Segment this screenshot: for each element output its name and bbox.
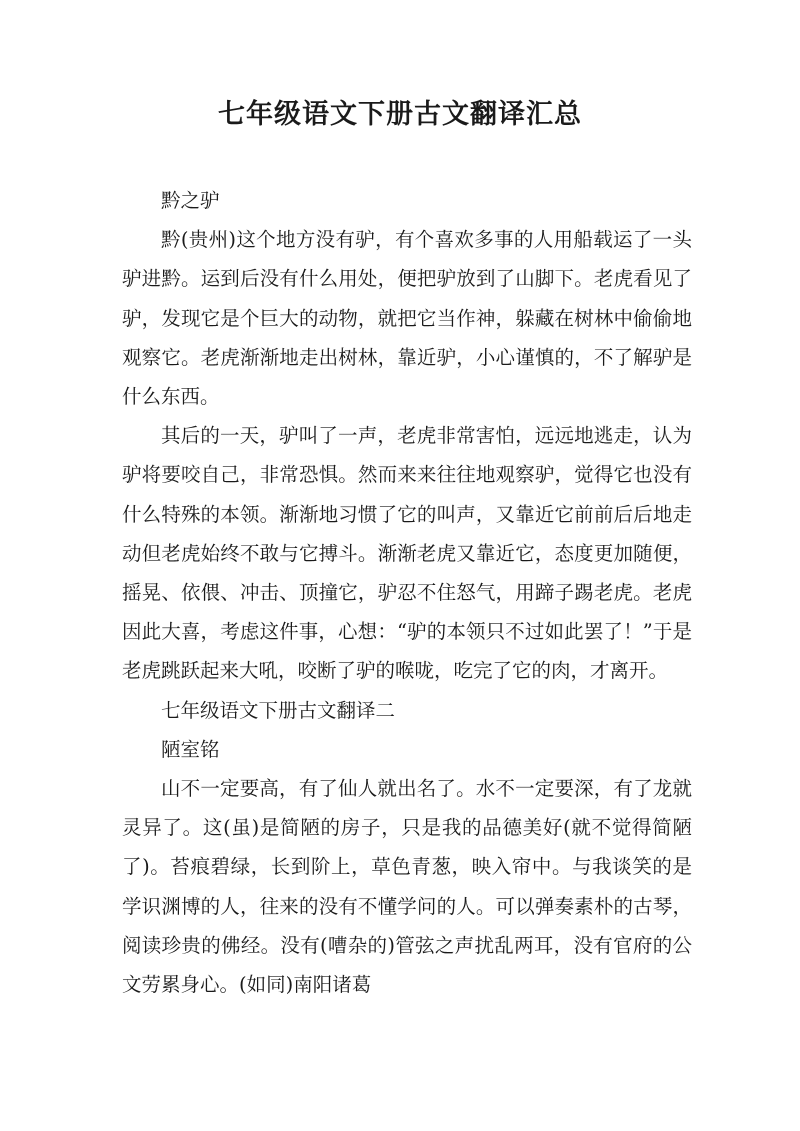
section-subtitle: 七年级语文下册古文翻译二 bbox=[161, 698, 396, 722]
paragraph: 其后的一天，驴叫了一声，老虎非常害怕，远远地逃走，认为驴将要咬自己，非常恐惧。然而来来往往地观察驴，觉得它也没有什么特殊的本领。渐渐地习惯了它的叫声，又靠近它前前后后地走动但老虎始终不敢与它搏斗。渐渐老虎又靠近它，态度更加随便，摇晃、依偎、冲击、顶撞它，驴忍不住怒气，用蹄子踢老虎。老虎因此大喜，考虑这件事，心想：“驴的本领只不过如此罢了！”于是老虎跳跃起来大吼，咬断了驴的喉咙，吃完了它的肉，才离开。 bbox=[122, 424, 692, 683]
page-title: 七年级语文下册古文翻译汇总 bbox=[218, 99, 582, 130]
section-heading: 黔之驴 bbox=[161, 189, 220, 212]
paragraph: 黔(贵州)这个地方没有驴，有个喜欢多事的人用船载运了一头驴进黔。运到后没有什么用处，便把驴放到了山脚下。老虎看见了驴，发现它是个巨大的动物，就把它当作神，躲藏在树林中偷偷地观察它。老虎渐渐地走出树林，靠近驴，小心谨慎的，不了解驴是什么东西。 bbox=[122, 228, 692, 409]
document-body bbox=[122, 181, 692, 1004]
paragraph: 山不一定要高，有了仙人就出名了。水不一定要深，有了龙就灵异了。这(虽)是简陋的房子，只是我的品德美好(就不觉得简陋了)。苔痕碧绿，长到阶上，草色青葱，映入帘中。与我谈笑的是学识渊博的人，往来的没有不懂学问的人。可以弹奏素朴的古琴，阅读珍贵的佛经。没有(嘈杂的)管弦之声扰乱两耳，没有官府的公文劳累身心。(如同)南阳诸葛 bbox=[122, 777, 692, 997]
section-heading: 陋室铭 bbox=[161, 737, 220, 761]
